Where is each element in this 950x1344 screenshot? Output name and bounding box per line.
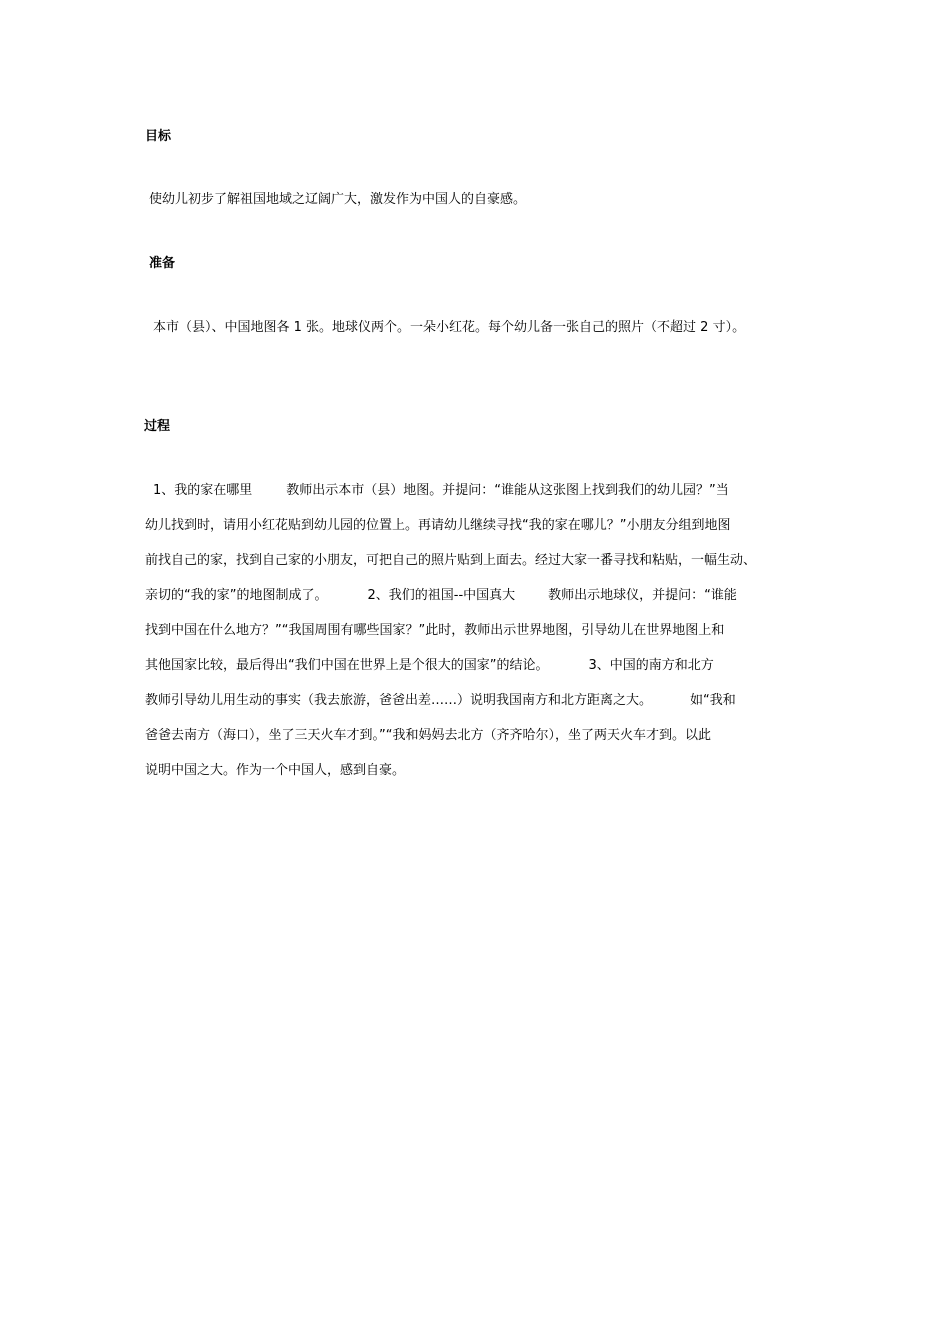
preparation-heading: 准备 bbox=[149, 256, 176, 271]
process-line-text: 其他国家比较，最后得出“我们中国在世界上是个很大的国家”的结论。 bbox=[145, 658, 549, 673]
process-line-text: 教师引导幼儿用生动的事实（我去旅游，爸爸出差……）说明我国南方和北方距离之大。 bbox=[145, 693, 653, 708]
process-line bbox=[145, 517, 730, 535]
preparation-text: 本市（县）、中国地图各 1 张。地球仪两个。一朵小红花。每个幼儿备一张自己的照片（不超过 2 寸）。 bbox=[153, 320, 746, 335]
process-line-text: 幼儿找到时，请用小红花贴到幼儿园的位置上。再请幼儿继续寻找“我的家在哪儿？”小朋友分组到地图 bbox=[145, 518, 731, 533]
process-line-text: 前找自己的家，找到自己家的小朋友，可把自己的照片贴到上面去。经过大家一番寻找和粘贴，一幅生动、 bbox=[145, 553, 757, 568]
process-step-title: 1、我的家在哪里 bbox=[153, 483, 253, 498]
goal-heading: 目标 bbox=[145, 129, 172, 144]
process-line-text: 教师出示本市（县）地图。并提问：“谁能从这张图上找到我们的幼儿园？”当 bbox=[286, 483, 729, 498]
process-heading: 过程 bbox=[144, 419, 171, 434]
process-step-title: 2、我们的祖国--中国真大 bbox=[367, 588, 516, 603]
goal-text: 使幼儿初步了解祖国地域之辽阔广大，激发作为中国人的自豪感。 bbox=[149, 192, 527, 207]
process-line bbox=[145, 762, 405, 780]
process-line bbox=[145, 657, 714, 675]
process-line bbox=[145, 587, 737, 605]
process-line bbox=[145, 622, 724, 640]
process-line-text: 爸爸去南方（海口），坐了三天火车才到。”“我和妈妈去北方（齐齐哈尔），坐了两天火车才到。以此 bbox=[145, 728, 711, 743]
process-line-text: 如“我和 bbox=[690, 693, 736, 708]
process-line bbox=[145, 692, 736, 710]
process-line-text: 教师出示地球仪，并提问：“谁能 bbox=[548, 588, 737, 603]
process-line-text: 说明中国之大。作为一个中国人，感到自豪。 bbox=[145, 763, 406, 778]
process-step-title: 3、中国的南方和北方 bbox=[588, 658, 714, 673]
process-line-text: 亲切的“我的家”的地图制成了。 bbox=[145, 588, 328, 603]
process-line bbox=[145, 552, 756, 570]
process-line bbox=[153, 482, 729, 500]
process-line-text: 找到中国在什么地方？”“我国周围有哪些国家？”此时，教师出示世界地图，引导幼儿在世界地图上和 bbox=[145, 623, 725, 638]
process-line bbox=[145, 727, 711, 745]
